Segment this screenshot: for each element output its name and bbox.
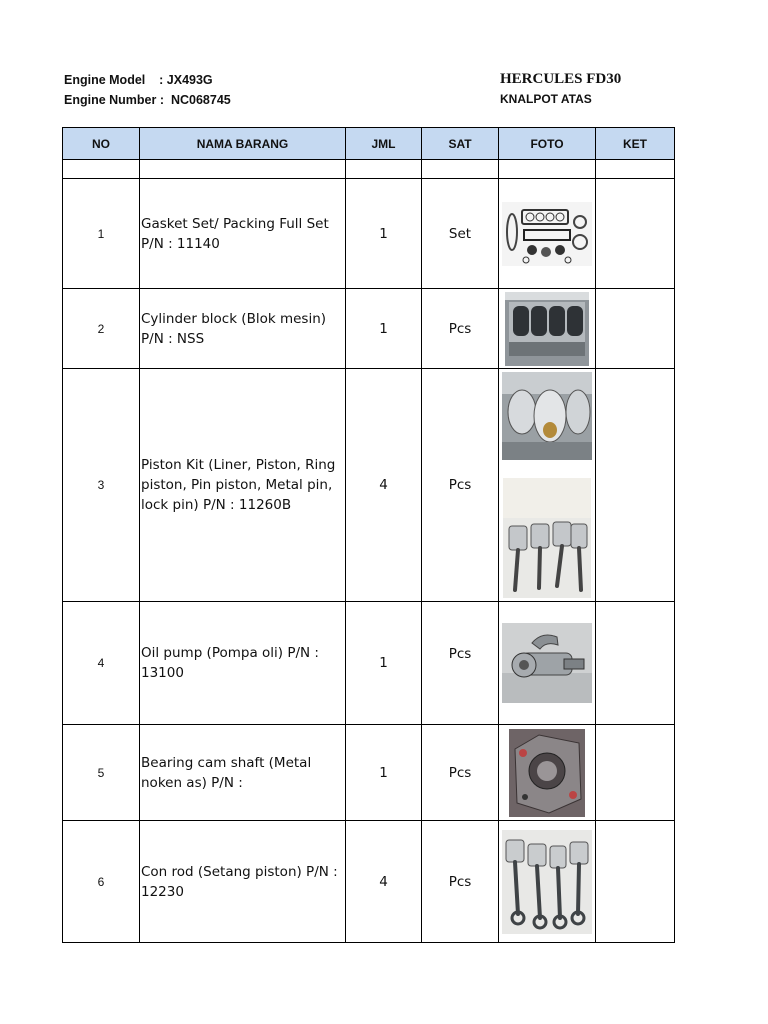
photo-bearing-cam-shaft (499, 725, 596, 821)
con-rod-photo (502, 830, 592, 934)
row-ket (596, 821, 675, 943)
gasket-set-photo (502, 202, 592, 266)
row-ket (596, 602, 675, 725)
photo-oil-pump (499, 602, 596, 725)
column-header-no: NO (63, 128, 140, 160)
table-row (63, 179, 675, 289)
row-sat: Pcs (422, 725, 499, 821)
table-spacer-row (63, 160, 675, 179)
row-name: Con rod (Setang piston) P/N : 12230 (140, 821, 346, 943)
row-ket (596, 179, 675, 289)
piston-liner-photo (502, 372, 592, 460)
row-no: 4 (63, 602, 140, 725)
cylinder-block-photo (505, 292, 589, 366)
row-jml: 4 (346, 369, 422, 602)
row-name: Piston Kit (Liner, Piston, Ring piston, Pin piston, Metal pin, lock pin) P/N : 11260B (140, 369, 346, 602)
photo-piston-kit (499, 369, 596, 602)
row-jml: 1 (346, 289, 422, 369)
table-row (63, 289, 675, 369)
row-sat: Pcs (422, 821, 499, 943)
row-name: Gasket Set/ Packing Full Set P/N : 11140 (140, 179, 346, 289)
oil-pump-photo (502, 623, 592, 703)
spacer-cell (422, 160, 499, 179)
column-header-sat: SAT (422, 128, 499, 160)
engine-model-value: : JX493G (159, 73, 213, 87)
column-header-foto: FOTO (499, 128, 596, 160)
table-row (63, 369, 675, 602)
row-jml: 1 (346, 725, 422, 821)
row-sat: Pcs (422, 369, 499, 602)
photo-cylinder-block (499, 289, 596, 369)
engine-number-value: NC068745 (170, 93, 231, 107)
row-no: 3 (63, 369, 140, 602)
table-row (63, 725, 675, 821)
row-ket (596, 725, 675, 821)
table-header-row (63, 128, 675, 160)
spacer-cell (140, 160, 346, 179)
table-row (63, 821, 675, 943)
row-name: Oil pump (Pompa oli) P/N : 13100 (140, 602, 346, 725)
engine-number-label: Engine Number : (64, 93, 165, 107)
column-header-nama-barang: NAMA BARANG (140, 128, 346, 160)
engine-info (64, 70, 231, 110)
piston-set-photo (503, 478, 591, 598)
row-no: 6 (63, 821, 140, 943)
spacer-cell (346, 160, 422, 179)
table-row (63, 602, 675, 725)
row-sat: Set (422, 179, 499, 289)
engine-number-row (64, 90, 231, 110)
parts-table (62, 127, 675, 943)
row-ket (596, 369, 675, 602)
row-no: 5 (63, 725, 140, 821)
engine-model-label: Engine Model (64, 73, 146, 87)
row-no: 2 (63, 289, 140, 369)
engine-model-row (64, 70, 231, 90)
column-header-ket: KET (596, 128, 675, 160)
row-sat: Pcs (422, 602, 499, 725)
row-sat: Pcs (422, 289, 499, 369)
unit-info (500, 70, 621, 106)
bearing-cam-shaft-photo (509, 729, 585, 817)
row-jml: 4 (346, 821, 422, 943)
brand-title: HERCULES FD30 (500, 71, 622, 87)
spacer-cell (499, 160, 596, 179)
row-jml: 1 (346, 602, 422, 725)
row-name: Bearing cam shaft (Metal noken as) P/N : (140, 725, 346, 821)
row-ket (596, 289, 675, 369)
spacer-cell (596, 160, 675, 179)
row-no: 1 (63, 179, 140, 289)
photo-con-rod (499, 821, 596, 943)
subtitle: KNALPOT ATAS (500, 92, 592, 106)
row-jml: 1 (346, 179, 422, 289)
row-name: Cylinder block (Blok mesin) P/N : NSS (140, 289, 346, 369)
photo-gasket-set (499, 179, 596, 289)
column-header-jml: JML (346, 128, 422, 160)
spacer-cell (63, 160, 140, 179)
